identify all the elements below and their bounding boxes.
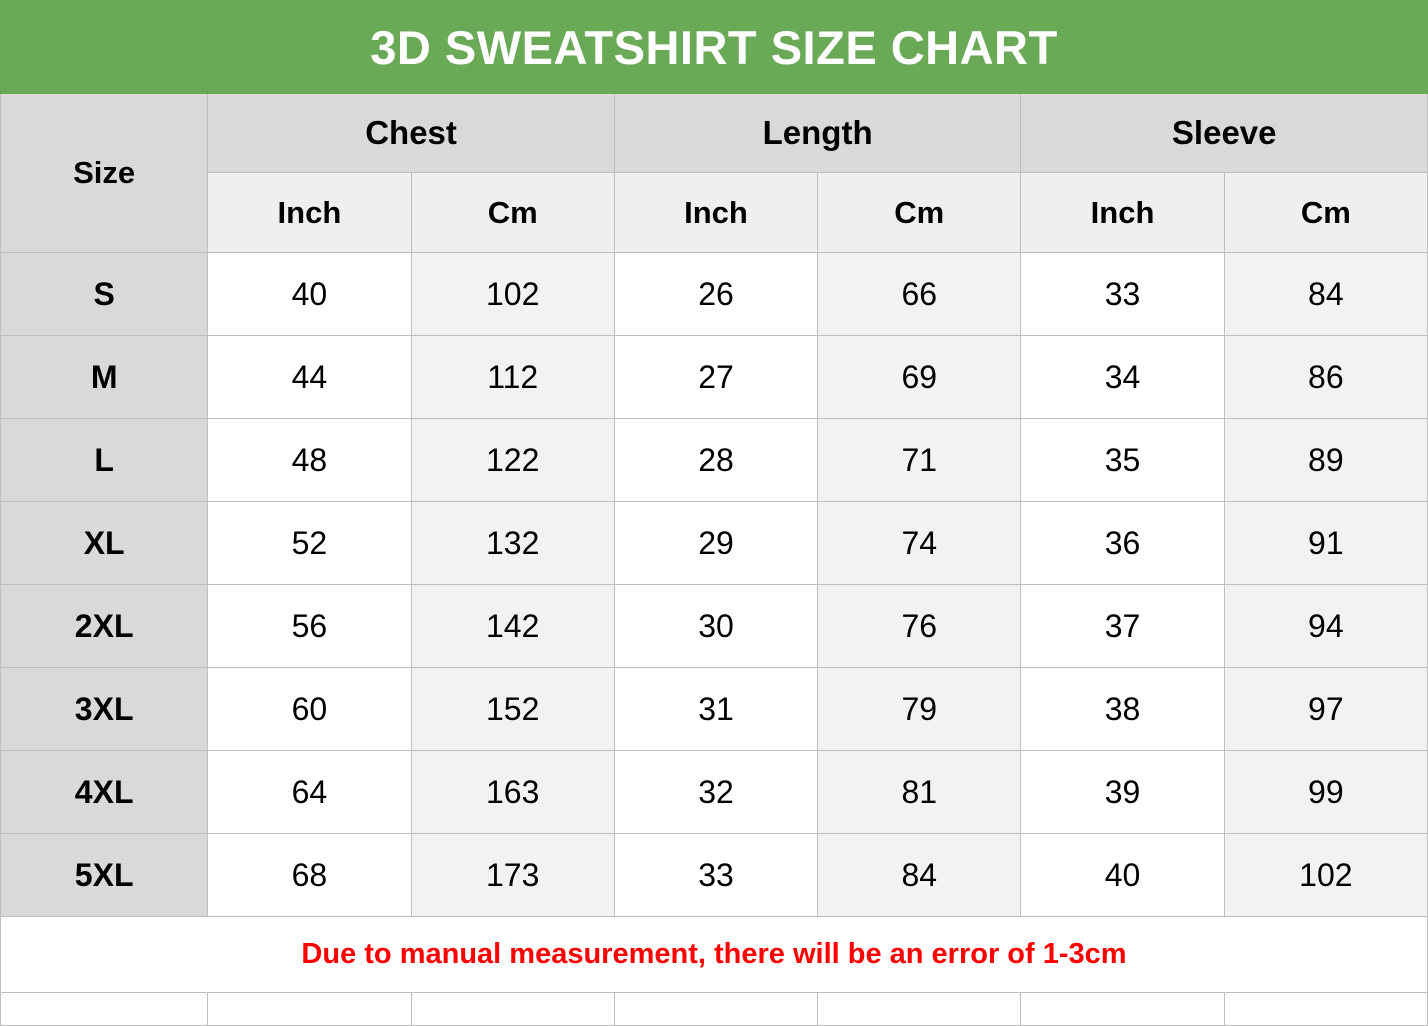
cell-chest-cm: 152 [411,668,614,751]
filler-cell [1,993,208,1026]
cell-chest-cm: 173 [411,834,614,917]
row-size-label: S [1,253,208,336]
table-row [1,336,1428,419]
cell-sleeve-inch: 38 [1021,668,1224,751]
cell-chest-cm: 122 [411,419,614,502]
row-size-label: M [1,336,208,419]
cell-length-cm: 81 [818,751,1021,834]
table-row [1,834,1428,917]
row-size-label: XL [1,502,208,585]
filler-cell [1224,993,1427,1026]
row-size-label: 2XL [1,585,208,668]
cell-sleeve-inch: 34 [1021,336,1224,419]
filler-cell [208,993,411,1026]
cell-chest-cm: 142 [411,585,614,668]
table-row [1,668,1428,751]
cell-chest-inch: 64 [208,751,411,834]
cell-sleeve-inch: 37 [1021,585,1224,668]
cell-sleeve-cm: 102 [1224,834,1427,917]
filler-cell [1021,993,1224,1026]
cell-length-inch: 32 [614,751,817,834]
cell-sleeve-inch: 33 [1021,253,1224,336]
cell-sleeve-cm: 86 [1224,336,1427,419]
row-size-label: 4XL [1,751,208,834]
unit-header-sleeve-cm: Cm [1224,173,1427,253]
title-row [1,1,1428,94]
unit-header-length-cm: Cm [818,173,1021,253]
cell-length-cm: 69 [818,336,1021,419]
chart-title: 3D SWEATSHIRT SIZE CHART [1,1,1428,94]
cell-sleeve-cm: 99 [1224,751,1427,834]
cell-sleeve-cm: 94 [1224,585,1427,668]
cell-chest-inch: 68 [208,834,411,917]
cell-sleeve-cm: 97 [1224,668,1427,751]
cell-sleeve-cm: 91 [1224,502,1427,585]
cell-length-cm: 71 [818,419,1021,502]
cell-sleeve-inch: 39 [1021,751,1224,834]
table-row [1,253,1428,336]
group-header-chest: Chest [208,94,615,173]
cell-chest-inch: 44 [208,336,411,419]
cell-sleeve-inch: 40 [1021,834,1224,917]
measurement-note: Due to manual measurement, there will be an error of 1-3cm [1,917,1428,993]
table-row [1,419,1428,502]
group-header-sleeve: Sleeve [1021,94,1428,173]
unit-header-sleeve-inch: Inch [1021,173,1224,253]
filler-row [1,993,1428,1026]
unit-header-length-inch: Inch [614,173,817,253]
cell-length-inch: 33 [614,834,817,917]
filler-cell [411,993,614,1026]
cell-length-inch: 30 [614,585,817,668]
cell-chest-inch: 48 [208,419,411,502]
cell-length-inch: 29 [614,502,817,585]
cell-chest-inch: 52 [208,502,411,585]
cell-length-cm: 74 [818,502,1021,585]
group-header-row [1,94,1428,173]
cell-sleeve-inch: 35 [1021,419,1224,502]
cell-length-cm: 84 [818,834,1021,917]
unit-header-chest-cm: Cm [411,173,614,253]
cell-chest-cm: 112 [411,336,614,419]
cell-length-inch: 27 [614,336,817,419]
row-size-label: 3XL [1,668,208,751]
filler-cell [614,993,817,1026]
table-row [1,502,1428,585]
cell-length-inch: 28 [614,419,817,502]
group-header-length: Length [614,94,1021,173]
note-row [1,917,1428,993]
row-size-label: 5XL [1,834,208,917]
cell-chest-cm: 163 [411,751,614,834]
cell-sleeve-inch: 36 [1021,502,1224,585]
cell-length-cm: 76 [818,585,1021,668]
cell-length-cm: 79 [818,668,1021,751]
cell-chest-inch: 40 [208,253,411,336]
table-row [1,751,1428,834]
table-row [1,585,1428,668]
unit-header-chest-inch: Inch [208,173,411,253]
cell-chest-cm: 102 [411,253,614,336]
cell-length-cm: 66 [818,253,1021,336]
cell-sleeve-cm: 89 [1224,419,1427,502]
cell-chest-cm: 132 [411,502,614,585]
size-column-header: Size [1,94,208,253]
row-size-label: L [1,419,208,502]
cell-length-inch: 31 [614,668,817,751]
cell-chest-inch: 60 [208,668,411,751]
cell-chest-inch: 56 [208,585,411,668]
filler-cell [818,993,1021,1026]
cell-sleeve-cm: 84 [1224,253,1427,336]
unit-header-row [1,173,1428,253]
cell-length-inch: 26 [614,253,817,336]
